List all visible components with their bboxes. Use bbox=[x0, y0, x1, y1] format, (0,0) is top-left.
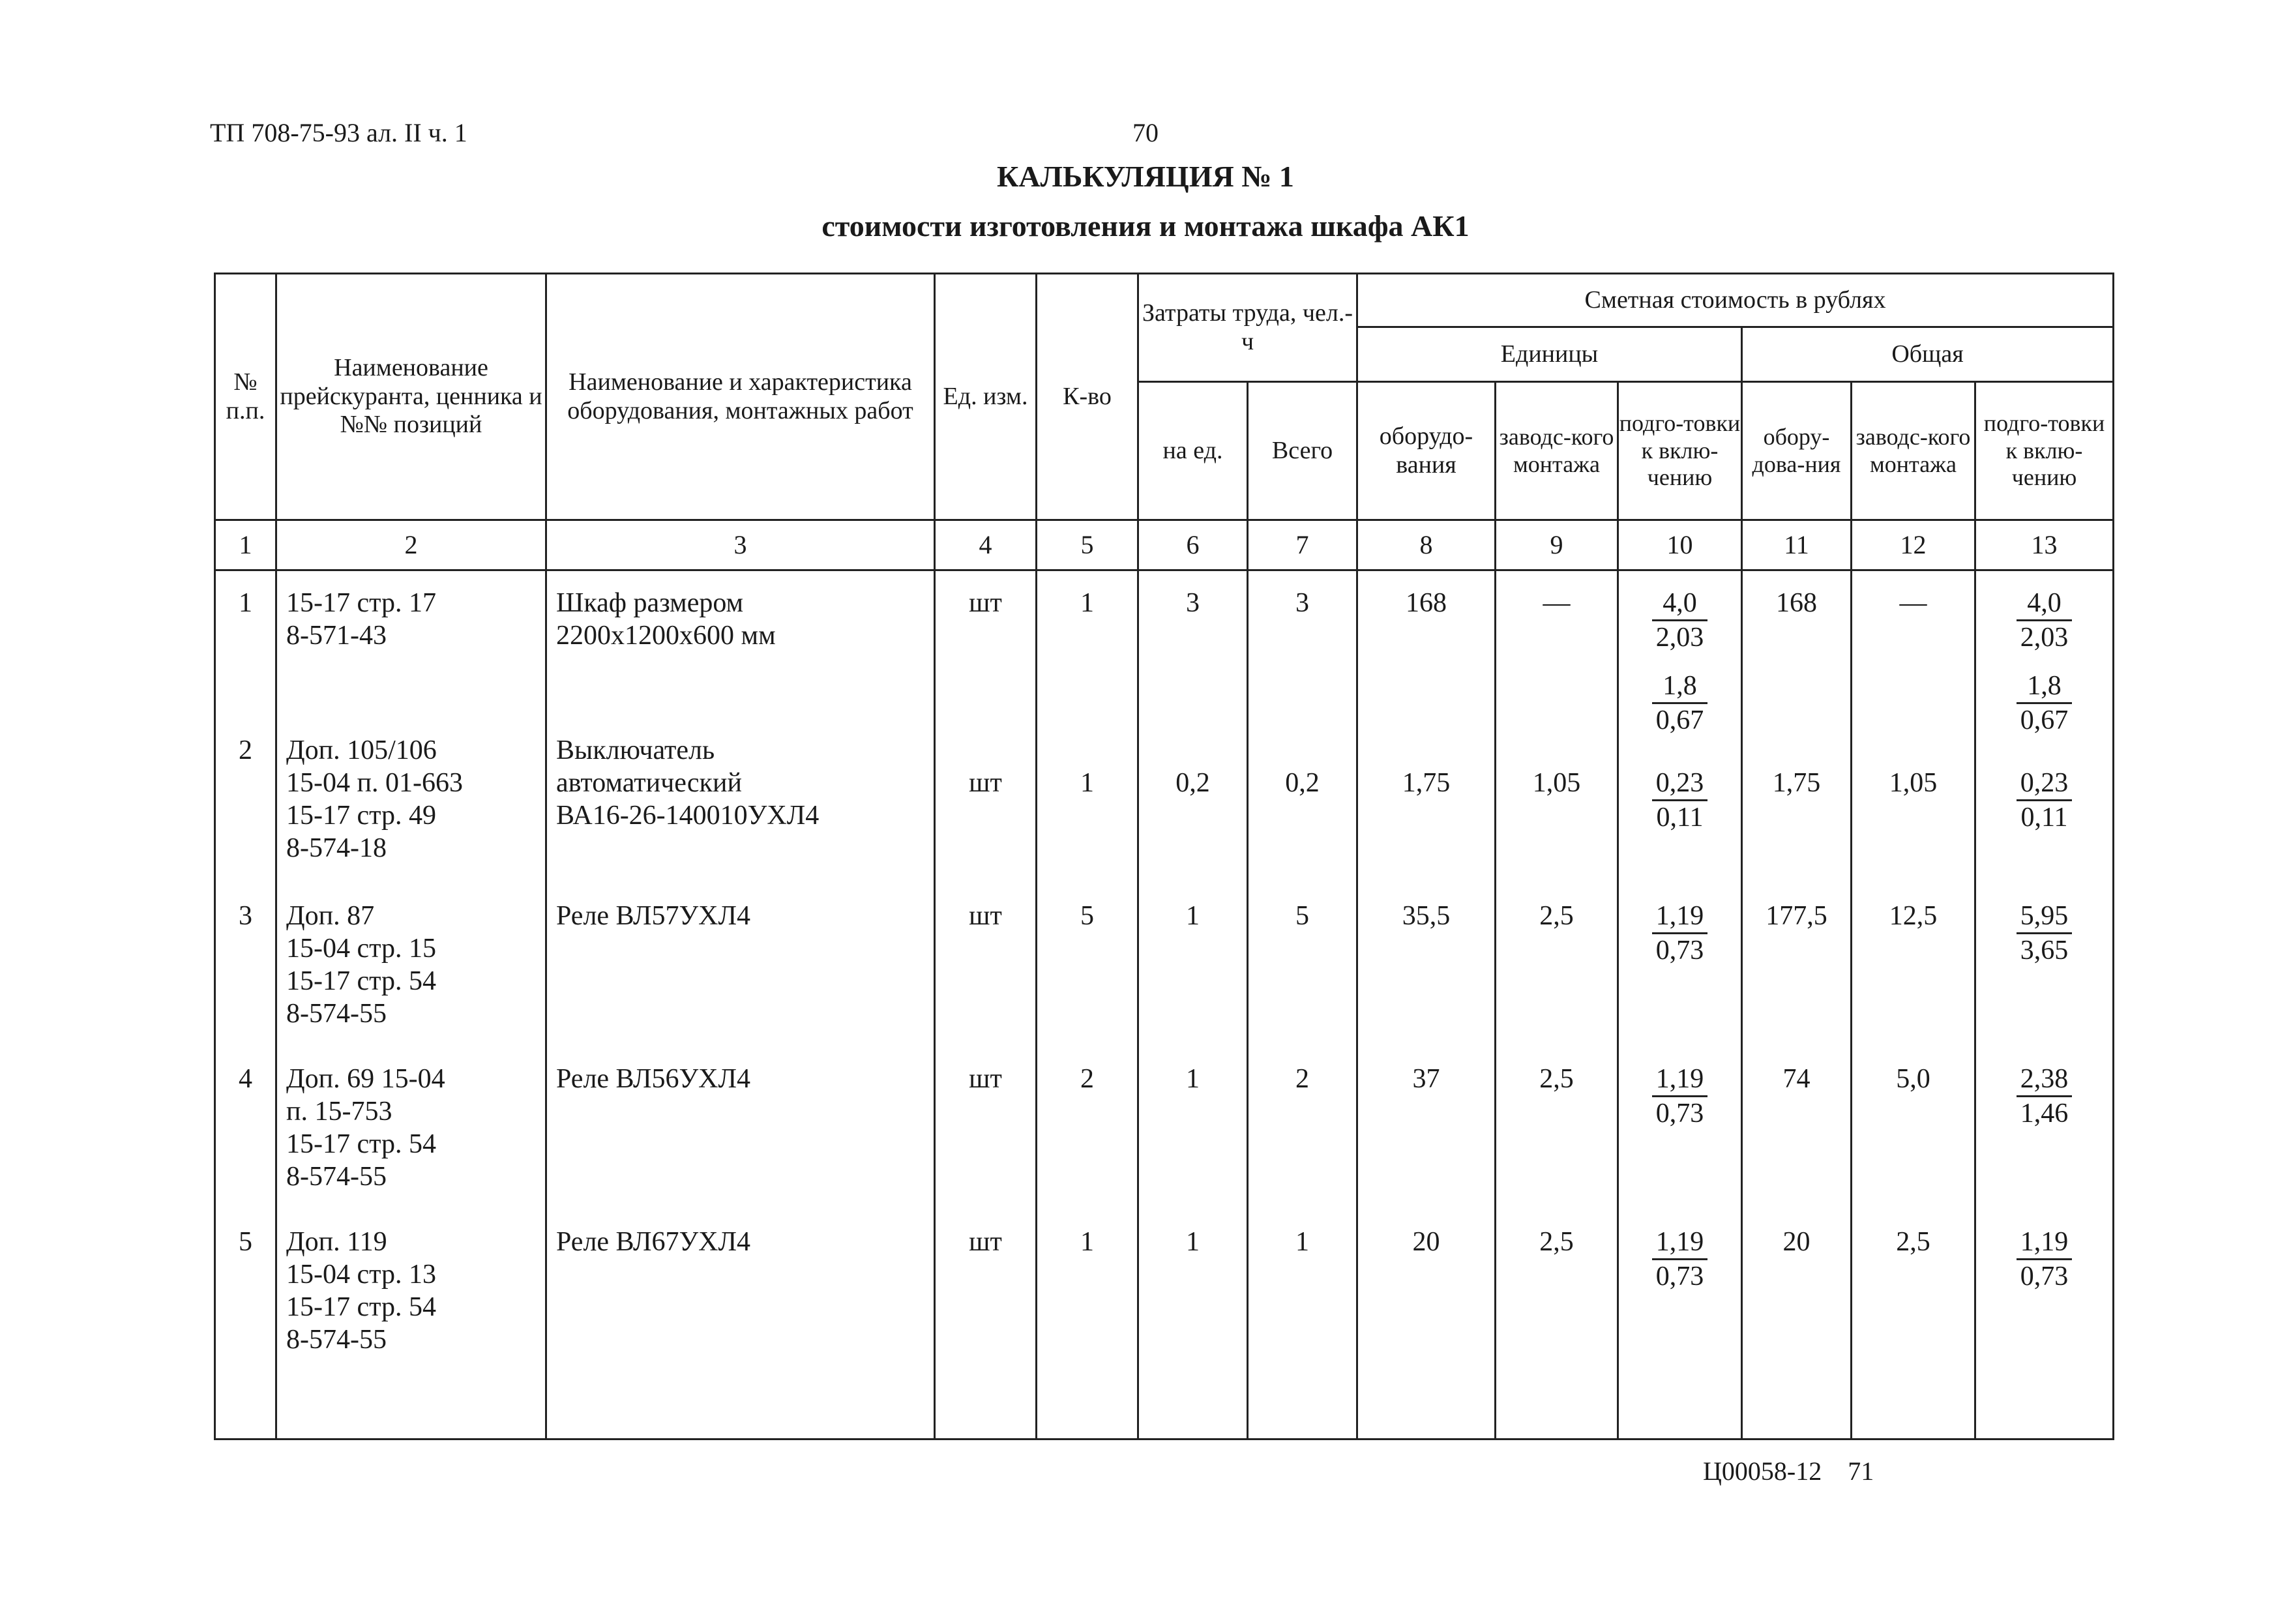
item-name-line: Реле ВЛ57УХЛ4 bbox=[556, 901, 750, 931]
page-number: 70 bbox=[1132, 118, 1159, 147]
header-factory-install: заводс-кого монтажа bbox=[1496, 382, 1618, 520]
table-cell bbox=[1619, 900, 1741, 967]
table-cell bbox=[1139, 1063, 1247, 1095]
table-cell bbox=[1619, 767, 1741, 834]
fraction-stack bbox=[1976, 1063, 2112, 1130]
fraction-numerator: 5,95 bbox=[2017, 900, 2073, 934]
footer-page: 71 bbox=[1848, 1456, 1874, 1486]
labor-unit-value: 1 bbox=[1186, 1227, 1200, 1257]
table-cell bbox=[936, 1226, 1035, 1258]
factory-install-cost-total: 12,5 bbox=[1889, 901, 1938, 931]
document-title: КАЛЬКУЛЯЦИЯ № 1 bbox=[997, 160, 1294, 193]
fraction-numerator: 1,19 bbox=[1652, 1063, 1708, 1097]
table-cell bbox=[936, 587, 1035, 619]
table-cell bbox=[1619, 1226, 1741, 1293]
table-cell bbox=[1249, 1063, 1356, 1095]
pricelist-ref-line: 15-17 стр. 17 bbox=[286, 588, 436, 618]
item-name bbox=[556, 587, 934, 652]
fraction bbox=[2017, 1226, 2073, 1293]
labor-unit-value: 1 bbox=[1186, 901, 1200, 931]
row-number: 2 bbox=[239, 735, 252, 765]
table-cell bbox=[1037, 1226, 1137, 1258]
table-cell bbox=[547, 734, 934, 832]
table-cell bbox=[936, 900, 1035, 932]
fraction bbox=[2017, 767, 2073, 834]
labor-unit-value: 0,2 bbox=[1175, 768, 1210, 798]
equipment-cost-total: 20 bbox=[1782, 1227, 1811, 1257]
header-factory-install-total: заводс-кого монтажа bbox=[1852, 382, 1975, 520]
row-number: 3 bbox=[239, 901, 252, 931]
header-pricelist: Наименование прейскуранта, ценника и №№ позиций bbox=[276, 274, 546, 520]
table-cell bbox=[1976, 1226, 2112, 1293]
table-cell bbox=[216, 1226, 275, 1258]
column-number: 12 bbox=[1852, 520, 1975, 570]
fraction-denominator: 0,67 bbox=[1655, 705, 1704, 735]
column-number: 2 bbox=[276, 520, 546, 570]
row-number: 4 bbox=[239, 1064, 252, 1094]
fraction-denominator: 3,65 bbox=[2020, 936, 2069, 966]
column-number: 1 bbox=[215, 520, 276, 570]
item-name bbox=[556, 900, 934, 932]
fraction-denominator: 0,11 bbox=[1656, 803, 1704, 833]
unit-value: шт bbox=[969, 768, 1002, 798]
fraction-numerator: 2,38 bbox=[2017, 1063, 2073, 1097]
column-number: 13 bbox=[1975, 520, 2114, 570]
pricelist-ref-line: Доп. 69 15-04 bbox=[286, 1064, 445, 1094]
item-name bbox=[556, 1063, 934, 1095]
table-cell bbox=[277, 587, 545, 652]
pricelist-ref-line: 15-17 стр. 49 bbox=[286, 801, 436, 831]
quantity-value: 5 bbox=[1080, 901, 1094, 931]
column-number: 4 bbox=[935, 520, 1037, 570]
pricelist-ref-line: Доп. 119 bbox=[286, 1227, 387, 1257]
table-cell bbox=[1139, 767, 1247, 799]
labor-total-value: 0,2 bbox=[1285, 768, 1320, 798]
table-cell bbox=[277, 1063, 545, 1193]
header-equipment-total: обору-дова-ния bbox=[1742, 382, 1852, 520]
table-cell bbox=[1976, 900, 2112, 967]
fraction bbox=[1652, 1063, 1708, 1130]
unit-value: шт bbox=[969, 588, 1002, 618]
table-cell bbox=[1358, 1226, 1494, 1258]
table-cell bbox=[1249, 767, 1356, 799]
fraction-stack bbox=[1976, 900, 2112, 967]
header-cost-unit: Единицы bbox=[1357, 327, 1742, 382]
pricelist-ref-line: Доп. 87 bbox=[286, 901, 375, 931]
header-unit: Ед. изм. bbox=[935, 274, 1037, 520]
pricelist-ref-line: 15-17 стр. 54 bbox=[286, 1292, 436, 1322]
item-name-line: 2200х1200х600 мм bbox=[556, 621, 776, 651]
fraction-numerator: 1,8 bbox=[1652, 670, 1708, 704]
header-name: Наименование и характеристика оборудования, монтажных работ bbox=[546, 274, 935, 520]
table-cell bbox=[1037, 900, 1137, 932]
quantity-value: 1 bbox=[1080, 768, 1094, 798]
header-labor-total: Всего bbox=[1248, 382, 1357, 520]
table-cell bbox=[1976, 587, 2112, 737]
equipment-cost: 37 bbox=[1412, 1064, 1440, 1094]
header-cost: Сметная стоимость в рублях bbox=[1357, 274, 2114, 327]
column-number: 6 bbox=[1138, 520, 1248, 570]
table-cell bbox=[1743, 767, 1850, 799]
fraction-numerator: 0,23 bbox=[2017, 767, 2073, 801]
item-name-line: Реле ВЛ67УХЛ4 bbox=[556, 1227, 750, 1257]
table-cell bbox=[1496, 1063, 1617, 1095]
equipment-cost: 20 bbox=[1412, 1227, 1440, 1257]
header-qty: К-во bbox=[1037, 274, 1138, 520]
table-cell bbox=[1852, 900, 1974, 932]
table-cell bbox=[1358, 767, 1494, 799]
fraction bbox=[2017, 587, 2073, 654]
column-number: 8 bbox=[1357, 520, 1496, 570]
table-cell bbox=[1249, 587, 1356, 619]
pricelist-ref bbox=[286, 1063, 545, 1193]
document-subtitle: стоимости изготовления и монтажа шкафа АК1 bbox=[821, 209, 1470, 243]
table-cell bbox=[1037, 767, 1137, 799]
fraction bbox=[2017, 900, 2073, 967]
table-cell bbox=[1139, 1226, 1247, 1258]
fraction-denominator: 0,67 bbox=[2020, 705, 2069, 735]
fraction bbox=[1652, 587, 1708, 654]
fraction-stack bbox=[1619, 1063, 1741, 1130]
table-cell bbox=[277, 900, 545, 1030]
header-prep-total: подго-товки к вклю-чению bbox=[1975, 382, 2114, 520]
labor-total-value: 5 bbox=[1295, 901, 1309, 931]
table-cell bbox=[1619, 1063, 1741, 1130]
header-prep: подго-товки к вклю-чению bbox=[1618, 382, 1742, 520]
header-num: № п.п. bbox=[215, 274, 276, 520]
table-cell bbox=[1139, 900, 1247, 932]
pricelist-ref-line: 15-04 стр. 13 bbox=[286, 1260, 436, 1290]
table-cell bbox=[1976, 1063, 2112, 1130]
fraction-numerator: 1,19 bbox=[1652, 1226, 1708, 1260]
column-number: 11 bbox=[1742, 520, 1852, 570]
factory-install-cost-total: 5,0 bbox=[1896, 1064, 1930, 1094]
table-cell bbox=[1496, 900, 1617, 932]
equipment-cost: 35,5 bbox=[1402, 901, 1451, 931]
factory-install-cost-total: — bbox=[1899, 588, 1927, 618]
fraction-stack bbox=[1619, 587, 1741, 737]
table-cell bbox=[1743, 587, 1850, 619]
fraction-stack bbox=[1976, 767, 2112, 834]
fraction-numerator: 4,0 bbox=[2017, 587, 2073, 621]
pricelist-ref-line: 8-571-43 bbox=[286, 621, 387, 651]
document-code: ТП 708-75-93 ал. II ч. 1 bbox=[210, 118, 467, 147]
column-number: 10 bbox=[1618, 520, 1742, 570]
equipment-cost-total: 74 bbox=[1782, 1064, 1811, 1094]
fraction-stack bbox=[1619, 1226, 1741, 1293]
equipment-cost: 168 bbox=[1406, 588, 1447, 618]
table-cell bbox=[547, 1226, 934, 1258]
fraction-denominator: 2,03 bbox=[1655, 623, 1704, 653]
fraction-stack bbox=[1976, 587, 2112, 737]
table-cell bbox=[1037, 1063, 1137, 1095]
pricelist-ref-line: 15-17 стр. 54 bbox=[286, 1129, 436, 1159]
fraction-stack bbox=[1619, 900, 1741, 967]
table-body bbox=[215, 570, 2114, 1439]
table-cell bbox=[277, 1226, 545, 1356]
fraction-numerator: 0,23 bbox=[1652, 767, 1708, 801]
factory-install-cost: — bbox=[1543, 588, 1571, 618]
fraction-numerator: 1,19 bbox=[1652, 900, 1708, 934]
fraction-stack bbox=[1619, 767, 1741, 834]
table-cell bbox=[1976, 767, 2112, 834]
table-cell bbox=[1496, 767, 1617, 799]
unit-value: шт bbox=[969, 1227, 1002, 1257]
item-name-line: Выключатель bbox=[556, 735, 715, 765]
pricelist-ref-line: п. 15-753 bbox=[286, 1097, 392, 1127]
row-number: 1 bbox=[239, 588, 252, 618]
table-cell bbox=[1852, 1226, 1974, 1258]
header-equipment: оборудо-вания bbox=[1357, 382, 1496, 520]
fraction-denominator: 0,73 bbox=[1655, 936, 1704, 966]
fraction-stack bbox=[1976, 1226, 2112, 1293]
labor-unit-value: 3 bbox=[1186, 588, 1200, 618]
item-name bbox=[556, 734, 934, 832]
pricelist-ref bbox=[286, 900, 545, 1030]
labor-unit-value: 1 bbox=[1186, 1064, 1200, 1094]
fraction bbox=[1652, 670, 1708, 737]
row-number: 5 bbox=[239, 1227, 252, 1257]
table-cell bbox=[1249, 900, 1356, 932]
header-labor-unit: на ед. bbox=[1138, 382, 1248, 520]
table-cell bbox=[216, 587, 275, 619]
table-cell bbox=[277, 734, 545, 864]
pricelist-ref-line: 8-574-55 bbox=[286, 1325, 387, 1355]
fraction-numerator: 4,0 bbox=[1652, 587, 1708, 621]
fraction-denominator: 1,46 bbox=[2020, 1099, 2069, 1129]
labor-total-value: 2 bbox=[1295, 1064, 1309, 1094]
table-cell bbox=[1249, 1226, 1356, 1258]
table-cell bbox=[547, 1063, 934, 1095]
fraction-denominator: 0,11 bbox=[2020, 803, 2068, 833]
column-number: 9 bbox=[1496, 520, 1618, 570]
pricelist-ref-line: 15-04 п. 01-663 bbox=[286, 768, 463, 798]
item-name-line: автоматический bbox=[556, 768, 742, 798]
fraction bbox=[1652, 1226, 1708, 1293]
table-cell bbox=[1358, 587, 1494, 619]
footer bbox=[1703, 1456, 1893, 1486]
quantity-value: 2 bbox=[1080, 1064, 1094, 1094]
equipment-cost-total: 1,75 bbox=[1772, 768, 1821, 798]
factory-install-cost-total: 2,5 bbox=[1896, 1227, 1930, 1257]
quantity-value: 1 bbox=[1080, 588, 1094, 618]
quantity-value: 1 bbox=[1080, 1227, 1094, 1257]
pricelist-ref bbox=[286, 734, 545, 864]
pricelist-ref-line: Доп. 105/106 bbox=[286, 735, 437, 765]
fraction bbox=[2017, 1063, 2073, 1130]
table-cell bbox=[1139, 587, 1247, 619]
factory-install-cost: 2,5 bbox=[1539, 901, 1574, 931]
fraction-numerator: 1,8 bbox=[2017, 670, 2073, 704]
fraction bbox=[1652, 900, 1708, 967]
table-cell bbox=[1852, 587, 1974, 619]
factory-install-cost: 2,5 bbox=[1539, 1064, 1574, 1094]
table-cell bbox=[1852, 1063, 1974, 1095]
table-cell bbox=[1743, 1063, 1850, 1095]
fraction-denominator: 2,03 bbox=[2020, 623, 2069, 653]
pricelist-ref-line: 8-574-55 bbox=[286, 999, 387, 1029]
table-cell bbox=[1743, 900, 1850, 932]
factory-install-cost: 2,5 bbox=[1539, 1227, 1574, 1257]
table-cell bbox=[216, 734, 275, 767]
item-name bbox=[556, 1226, 934, 1258]
pricelist-ref-line: 15-17 стр. 54 bbox=[286, 966, 436, 996]
column-number: 7 bbox=[1248, 520, 1357, 570]
table-cell bbox=[216, 900, 275, 932]
fraction-denominator: 0,73 bbox=[2020, 1262, 2069, 1292]
table-cell bbox=[1743, 1226, 1850, 1258]
table-cell bbox=[936, 767, 1035, 799]
table-cell bbox=[547, 587, 934, 652]
table-cell bbox=[936, 1063, 1035, 1095]
equipment-cost-total: 177,5 bbox=[1766, 901, 1827, 931]
fraction-denominator: 0,73 bbox=[1655, 1262, 1704, 1292]
unit-value: шт bbox=[969, 901, 1002, 931]
labor-total-value: 1 bbox=[1295, 1227, 1309, 1257]
factory-install-cost: 1,05 bbox=[1532, 768, 1581, 798]
column-number: 5 bbox=[1037, 520, 1138, 570]
table-cell bbox=[1619, 587, 1741, 737]
column-number: 3 bbox=[546, 520, 935, 570]
pricelist-ref bbox=[286, 587, 545, 652]
table-cell bbox=[1037, 587, 1137, 619]
fraction-denominator: 0,73 bbox=[1655, 1099, 1704, 1129]
calculation-table bbox=[214, 273, 2114, 1440]
table-cell bbox=[216, 1063, 275, 1095]
table-cell bbox=[1496, 587, 1617, 619]
footer-code: Ц00058-12 bbox=[1703, 1456, 1822, 1486]
table-cell bbox=[1496, 1226, 1617, 1258]
pricelist-ref-line: 8-574-18 bbox=[286, 833, 387, 863]
labor-total-value: 3 bbox=[1295, 588, 1309, 618]
equipment-cost-total: 168 bbox=[1776, 588, 1817, 618]
item-name-line: Реле ВЛ56УХЛ4 bbox=[556, 1064, 750, 1094]
fraction-numerator: 1,19 bbox=[2017, 1226, 2073, 1260]
item-name-line: Шкаф размером bbox=[556, 588, 744, 618]
table-cell bbox=[547, 900, 934, 932]
unit-value: шт bbox=[969, 1064, 1002, 1094]
pricelist-ref-line: 8-574-55 bbox=[286, 1162, 387, 1192]
table-cell bbox=[1852, 767, 1974, 799]
item-name-line: ВА16-26-140010УХЛ4 bbox=[556, 801, 820, 831]
header-labor: Затраты труда, чел.-ч bbox=[1138, 274, 1357, 382]
table-cell bbox=[1358, 900, 1494, 932]
equipment-cost: 1,75 bbox=[1402, 768, 1451, 798]
factory-install-cost-total: 1,05 bbox=[1889, 768, 1938, 798]
pricelist-ref bbox=[286, 1226, 545, 1356]
fraction bbox=[1652, 767, 1708, 834]
fraction bbox=[2017, 670, 2073, 737]
table-cell bbox=[1358, 1063, 1494, 1095]
header-cost-total: Общая bbox=[1742, 327, 2114, 382]
pricelist-ref-line: 15-04 стр. 15 bbox=[286, 934, 436, 964]
